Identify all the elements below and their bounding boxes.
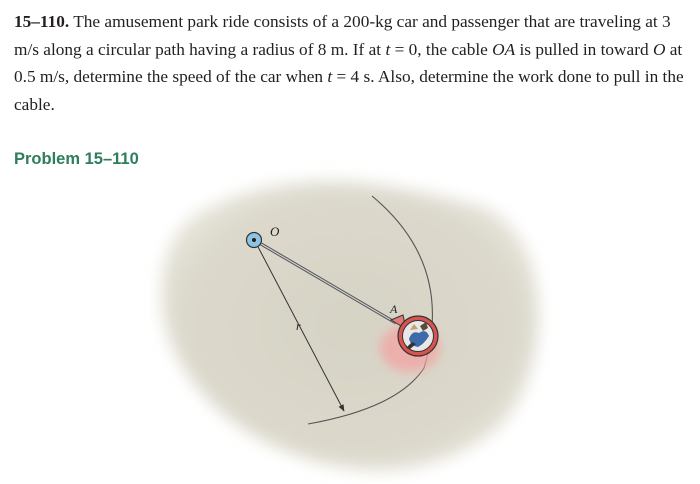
figure-caption: Problem 15–110 [14, 150, 139, 168]
problem-number: 15–110. [14, 12, 70, 31]
ride-car [398, 316, 438, 356]
background-blob [162, 181, 539, 470]
label-o: O [270, 224, 280, 239]
pivot-center [252, 238, 256, 242]
problem-statement: 15–110. The amusement park ride consists of a 200-kg car and passenger that are traveling at 3 m/s along a circular path having a radius of 8 m. If at t = 0, the cable OA is pulled in toward O at 0.5 m/s, determine the speed of the car when t = 4 s. Also, determine the work done to pull in the cable. [14, 12, 684, 114]
label-a: A [390, 302, 398, 316]
label-r: r [296, 319, 301, 333]
